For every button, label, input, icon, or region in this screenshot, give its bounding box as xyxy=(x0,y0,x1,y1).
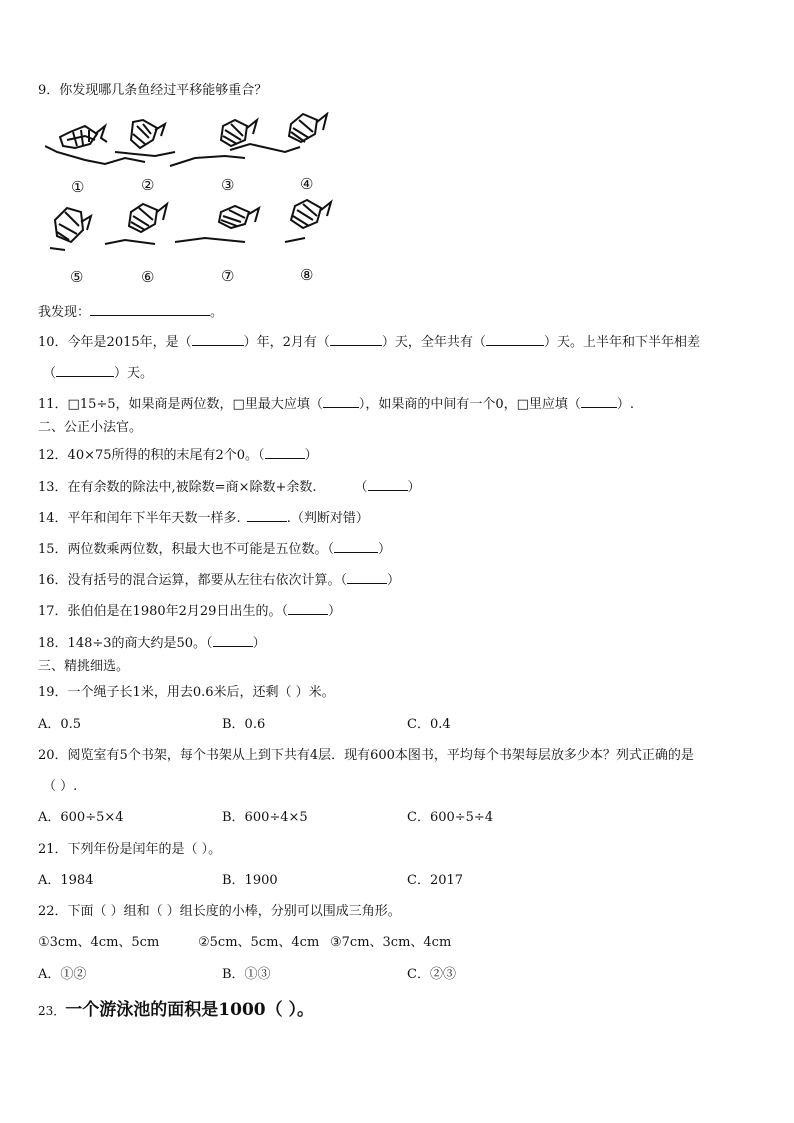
question-22: 22．下面（ ）组和（ ）组长度的小棒，分别可以围成三角形。 xyxy=(38,904,401,919)
option-b[interactable]: B．1900 xyxy=(222,873,278,888)
fish-label: ① xyxy=(71,178,85,196)
fish-icon xyxy=(291,200,331,228)
question-16: 16．没有括号的混合运算，都要从左往右依次计算。（ ） xyxy=(38,570,400,590)
answer-blank[interactable] xyxy=(213,633,253,647)
question-18: 18．148÷3的商大约是50。（ ） xyxy=(38,633,266,653)
question-21: 21．下列年份是闰年的是（ ）。 xyxy=(38,842,222,857)
fish-figure xyxy=(45,112,345,290)
answer-blank[interactable] xyxy=(581,394,617,408)
question-23: 23．一个游泳池的面积是1000（ ）。 xyxy=(38,1000,315,1020)
option-b[interactable]: B．①③ xyxy=(222,967,271,982)
option-c[interactable]: C．2017 xyxy=(407,873,464,888)
fish-icon xyxy=(221,120,257,146)
answer-blank[interactable] xyxy=(330,332,382,346)
fish-icon xyxy=(60,126,107,148)
fish-icon xyxy=(131,120,165,148)
question-17: 17．张伯伯是在1980年2月29日出生的。（ ） xyxy=(38,601,341,621)
answer-blank[interactable] xyxy=(288,601,328,615)
fish-label: ⑧ xyxy=(300,266,314,284)
option-c[interactable]: C．0.4 xyxy=(407,717,451,732)
choice-2: ②5cm、5cm、4cm xyxy=(198,935,320,950)
question-11: 11．□15÷5，如果商是两位数，□里最大应填（ ），如果商的中间有一个0，□里应填（ ）. xyxy=(38,394,634,414)
question-20: 20．阅览室有5个书架，每个书架从上到下共有4层．现有600本图书，平均每个书架每层放多少本？列式正确的是 xyxy=(38,748,694,763)
q9-answer-line: 我发现： 。 xyxy=(38,302,223,322)
ground-line xyxy=(50,248,65,250)
option-c[interactable]: C．②③ xyxy=(407,967,456,982)
option-a[interactable]: A．0.5 xyxy=(38,717,82,732)
option-a[interactable]: A．①② xyxy=(38,967,87,982)
section-3-title: 三、精挑细选。 xyxy=(38,659,130,674)
fish-label: ⑤ xyxy=(70,268,84,286)
fish-label: ④ xyxy=(300,175,314,193)
fish-icon xyxy=(289,114,327,142)
fish-icon xyxy=(55,208,91,242)
option-b[interactable]: B．0.6 xyxy=(222,717,266,732)
answer-blank[interactable] xyxy=(347,570,387,584)
ground-line xyxy=(105,240,155,244)
answer-blank[interactable] xyxy=(247,508,287,522)
question-20-cont: （ ）. xyxy=(43,779,78,794)
question-9: 9．你发现哪几条鱼经过平移能够重合？ xyxy=(38,83,268,98)
answer-blank[interactable] xyxy=(192,332,244,346)
option-b[interactable]: B．600÷4×5 xyxy=(222,810,308,825)
question-10-cont: （ ）天。 xyxy=(43,363,153,383)
ground-line xyxy=(45,146,145,164)
fish-label: ② xyxy=(141,176,155,194)
option-a[interactable]: A．600÷5×4 xyxy=(38,810,124,825)
answer-blank[interactable] xyxy=(486,332,544,346)
question-13: 13．在有余数的除法中,被除数=商×除数+余数. （ ） xyxy=(38,477,421,497)
ground-line xyxy=(175,238,245,242)
question-15: 15．两位数乘两位数，积最大也不可能是五位数。（ ） xyxy=(38,539,391,559)
ground-line xyxy=(170,156,245,166)
fish-icon xyxy=(129,204,167,232)
question-10: 10．今年是2015年，是（ ）年，2月有（ ）天，全年共有（ ）天。上半年和下半年相差 xyxy=(38,332,700,352)
choice-1: ①3cm、4cm、5cm xyxy=(38,935,160,950)
question-19: 19．一个绳子长1米，用去0.6米后，还剩（ ）米。 xyxy=(38,685,335,700)
option-a[interactable]: A．1984 xyxy=(38,873,94,888)
ground-line xyxy=(115,152,175,156)
answer-blank[interactable] xyxy=(56,363,114,377)
answer-blank[interactable] xyxy=(334,539,378,553)
fish-label: ⑦ xyxy=(221,267,235,285)
answer-blank[interactable] xyxy=(265,445,305,459)
fish-icon xyxy=(219,206,259,228)
fish-label: ⑥ xyxy=(141,268,155,286)
fish-label: ③ xyxy=(221,176,235,194)
section-2-title: 二、公正小法官。 xyxy=(38,420,143,435)
option-c[interactable]: C．600÷5÷4 xyxy=(407,810,494,825)
choice-3: ③7cm、3cm、4cm xyxy=(330,935,452,950)
answer-blank[interactable] xyxy=(323,394,359,408)
answer-blank[interactable] xyxy=(90,302,210,316)
ground-line xyxy=(285,238,305,242)
ground-line xyxy=(230,144,300,152)
answer-blank[interactable] xyxy=(368,477,408,491)
question-14: 14．平年和闰年下半年天数一样多. .（判断对错） xyxy=(38,508,369,528)
question-12: 12．40×75所得的积的末尾有2个0。（ ） xyxy=(38,445,318,465)
